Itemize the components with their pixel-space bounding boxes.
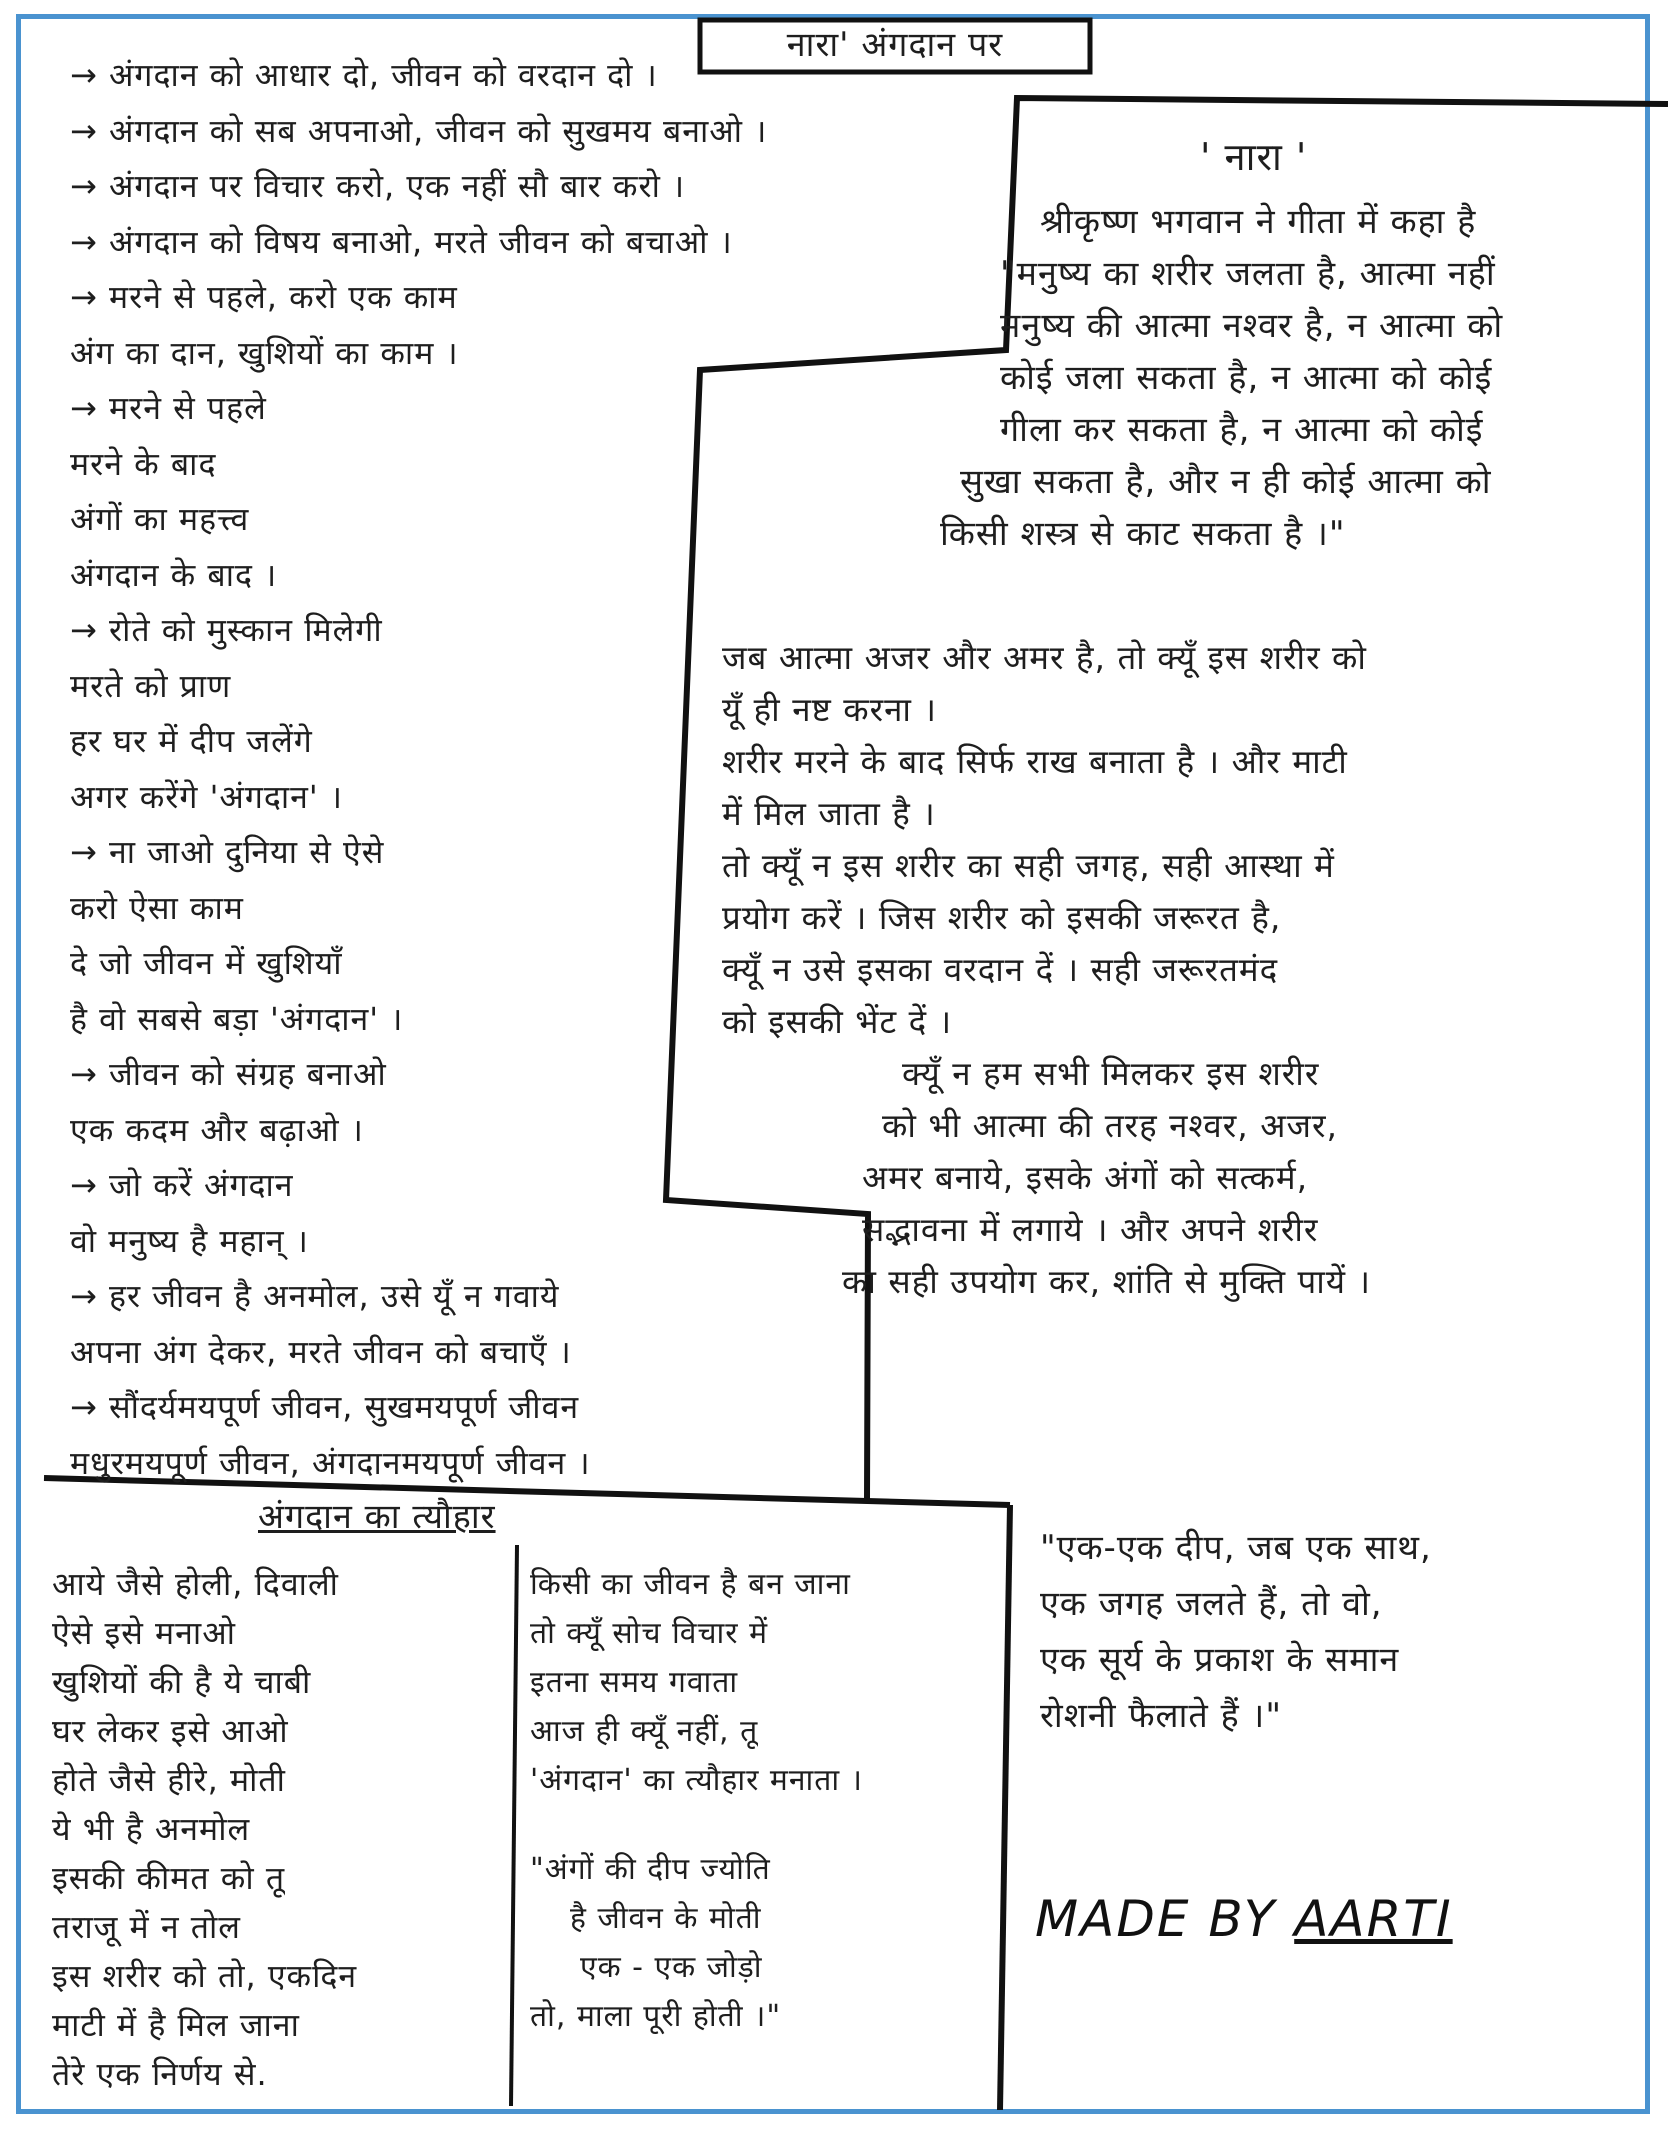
slogan-line: → मरने से पहले, करो एक काम bbox=[70, 278, 458, 316]
quote-line: एक जगह जलते हैं, तो वो, bbox=[1040, 1584, 1383, 1624]
paragraph-line: का सही उपयोग कर, शांति से मुक्ति पायें । bbox=[842, 1262, 1371, 1301]
paragraph-line: शरीर मरने के बाद सिर्फ राख बनाता है । और माटी bbox=[722, 742, 1348, 781]
slogan-line: हर घर में दीप जलेंगे bbox=[70, 722, 313, 760]
paragraph-line: यूँ ही नष्ट करना । bbox=[722, 690, 937, 729]
slogan-line: मरते को प्राण bbox=[70, 666, 232, 705]
quote-line: "मनुष्य का शरीर जलता है, आत्मा नहीं bbox=[1000, 254, 1496, 294]
festival-box-right-line bbox=[1000, 1505, 1010, 2110]
poem-line: "अंगों की दीप ज्योति bbox=[530, 1852, 771, 1887]
poem-line: घर लेकर इसे आओ bbox=[52, 1712, 289, 1750]
slogan-line: है वो सबसे बड़ा 'अंगदान' । bbox=[70, 999, 404, 1038]
slogan-line: → सौंदर्यमयपूर्ण जीवन, सुखमयपूर्ण जीवन bbox=[70, 1388, 580, 1426]
slogan-line: अंगदान के बाद । bbox=[70, 555, 278, 594]
quote-line: कोई जला सकता है, न आत्मा को कोई bbox=[1000, 358, 1493, 398]
paragraph-line: में मिल जाता है । bbox=[722, 794, 936, 833]
quote-line: किसी शस्त्र से काट सकता है ।" bbox=[940, 514, 1346, 554]
paragraph-line: क्यूँ न उसे इसका वरदान दें । सही जरूरतमंद bbox=[722, 950, 1279, 989]
page-title: नारा' अंगदान पर bbox=[786, 25, 1004, 65]
paragraph-line: तो क्यूँ न इस शरीर का सही जगह, सही आस्था में bbox=[722, 846, 1335, 885]
quote-heading: ' नारा ' bbox=[1200, 135, 1308, 179]
slogan-line: दे जो जीवन में खुशियाँ bbox=[70, 944, 343, 982]
slogan-line: → ना जाओ दुनिया से ऐसे bbox=[70, 833, 385, 871]
festival-box-title: अंगदान का त्यौहार bbox=[258, 1497, 496, 1537]
poem-line: तो क्यूँ सोच विचार में bbox=[530, 1616, 769, 1651]
poem-line: ये भी है अनमोल bbox=[52, 1810, 251, 1848]
slogan-line: एक कदम और बढ़ाओ । bbox=[70, 1110, 364, 1149]
slogan-line: → अंगदान को सब अपनाओ, जीवन को सुखमय बनाओ । bbox=[70, 111, 768, 150]
poem-line: इस शरीर को तो, एकदिन bbox=[52, 1957, 358, 1995]
credit-name: AARTI bbox=[1294, 1890, 1453, 1948]
credit-prefix: MADE BY bbox=[1035, 1890, 1295, 1948]
poem-line: इसकी कीमत को तू bbox=[52, 1859, 286, 1897]
poem-line: आज ही क्यूँ नहीं, तू bbox=[530, 1714, 759, 1749]
paragraph-line: प्रयोग करें । जिस शरीर को इसकी जरूरत है, bbox=[722, 898, 1282, 937]
quote-line: रोशनी फैलाते हैं ।" bbox=[1040, 1696, 1282, 1736]
slogan-line: → अंगदान को आधार दो, जीवन को वरदान दो । bbox=[70, 56, 658, 94]
slogan-line: अपना अंग देकर, मरते जीवन को बचाएँ । bbox=[70, 1332, 572, 1371]
slogan-line: अंग का दान, खुशियों का काम । bbox=[70, 333, 459, 372]
poem-line: एक - एक जोड़ो bbox=[580, 1950, 763, 1985]
slogan-line: मधुरमयपूर्ण जीवन, अंगदानमयपूर्ण जीवन । bbox=[70, 1443, 591, 1482]
poem-line: है जीवन के मोती bbox=[570, 1901, 762, 1936]
credit-text bbox=[1035, 1890, 1453, 1948]
slogan-line: → अंगदान पर विचार करो, एक नहीं सौ बार करो । bbox=[70, 167, 686, 205]
poem-line: खुशियों की है ये चाबी bbox=[52, 1663, 312, 1701]
slogan-line: अगर करेंगे 'अंगदान' । bbox=[70, 777, 343, 816]
quote-line: एक सूर्य के प्रकाश के समान bbox=[1040, 1640, 1400, 1680]
quote-line: सुखा सकता है, और न ही कोई आत्मा को bbox=[960, 462, 1492, 502]
slogan-line: → रोते को मुस्कान मिलेगी bbox=[70, 611, 383, 649]
slogan-line: अंगों का महत्त्व bbox=[70, 500, 250, 538]
paragraph-line: अमर बनाये, इसके अंगों को सत्कर्म, bbox=[862, 1158, 1309, 1197]
slogan-line: → मरने से पहले bbox=[70, 389, 267, 427]
slogan-line: मरने के बाद bbox=[70, 444, 217, 483]
poem-line: माटी में है मिल जाना bbox=[52, 2006, 300, 2044]
poem-line: ऐसे इसे मनाओ bbox=[52, 1614, 236, 1652]
paragraph-line: क्यूँ न हम सभी मिलकर इस शरीर bbox=[902, 1054, 1320, 1093]
slogan-line: → अंगदान को विषय बनाओ, मरते जीवन को बचाओ । bbox=[70, 222, 733, 261]
slogan-line: → हर जीवन है अनमोल, उसे यूँ न गवाये bbox=[70, 1277, 560, 1315]
quote-line: गीला कर सकता है, न आत्मा को कोई bbox=[1000, 410, 1484, 450]
slogan-line: करो ऐसा काम bbox=[70, 888, 244, 927]
paragraph-line: जब आत्मा अजर और अमर है, तो क्यूँ इस शरीर को bbox=[722, 638, 1367, 677]
slogan-line: → जो करें अंगदान bbox=[70, 1166, 294, 1204]
poem-line: तो, माला पूरी होती ।" bbox=[530, 1999, 782, 2034]
poem-line: आये जैसे होली, दिवाली bbox=[52, 1565, 339, 1603]
poem-line: होते जैसे हीरे, मोती bbox=[52, 1761, 286, 1799]
festival-box-separator bbox=[511, 1545, 517, 2106]
quote-line: "एक-एक दीप, जब एक साथ, bbox=[1040, 1528, 1432, 1568]
quote-line: मनुष्य की आत्मा नश्वर है, न आत्मा को bbox=[1000, 306, 1504, 346]
paragraph-line: सद्भावना में लगाये । और अपने शरीर bbox=[862, 1210, 1319, 1249]
paragraph-line: को इसकी भेंट दें । bbox=[722, 1002, 953, 1041]
slogan-line: वो मनुष्य है महान् । bbox=[70, 1221, 309, 1260]
poem-line: इतना समय गवाता bbox=[530, 1665, 739, 1700]
poem-line: तेरे एक निर्णय से. bbox=[52, 2055, 268, 2093]
slogan-line: → जीवन को संग्रह बनाओ bbox=[70, 1055, 387, 1093]
poem-line: 'अंगदान' का त्यौहार मनाता । bbox=[530, 1763, 864, 1798]
poem-line: तराजू में न तोल bbox=[52, 1908, 241, 1946]
quote-line: श्रीकृष्ण भगवान ने गीता में कहा है bbox=[1040, 202, 1477, 242]
paragraph-line: को भी आत्मा की तरह नश्वर, अजर, bbox=[882, 1106, 1338, 1145]
poem-line: किसी का जीवन है बन जाना bbox=[530, 1567, 851, 1602]
